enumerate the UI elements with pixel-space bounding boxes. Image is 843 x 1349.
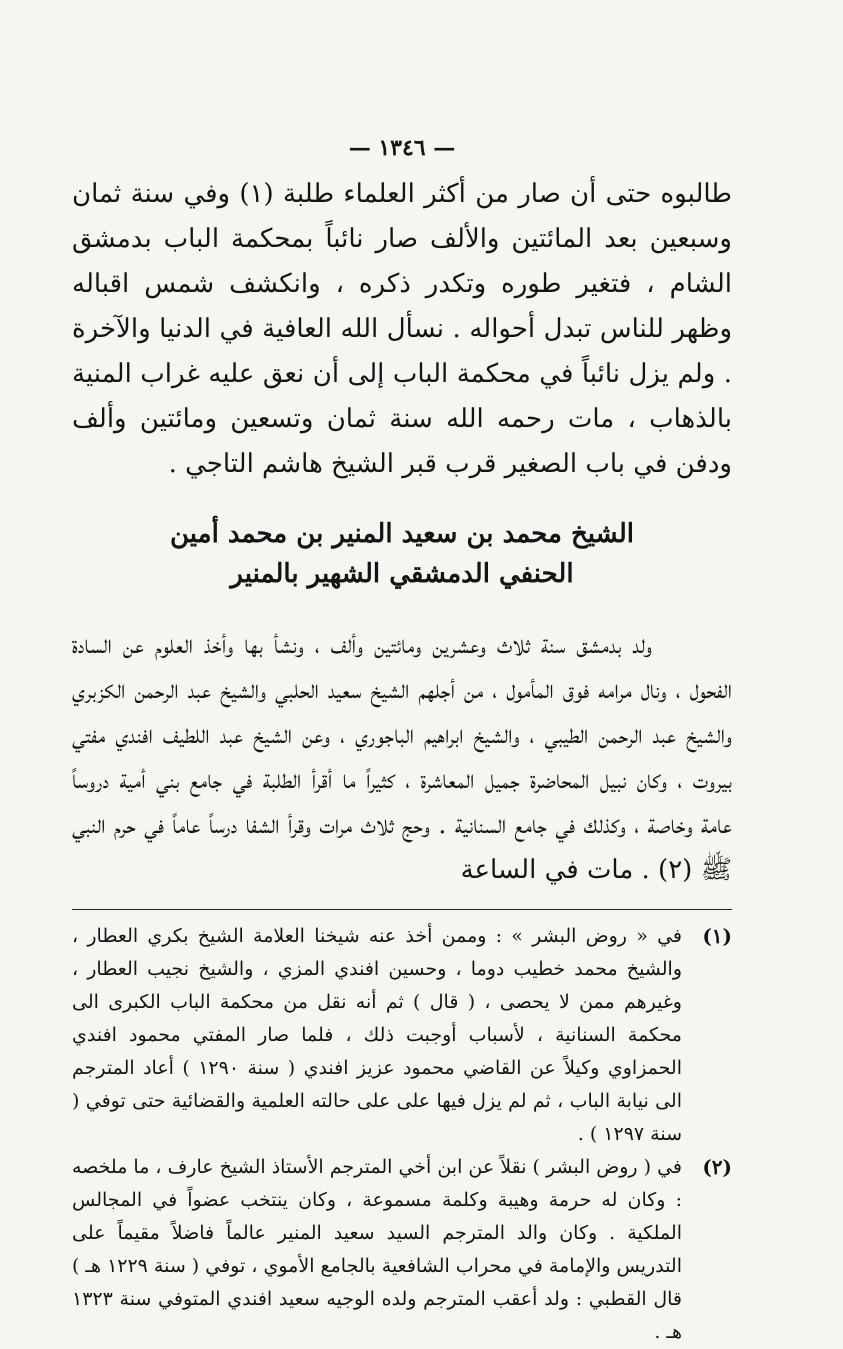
footnote-1 [72,920,732,1151]
footnote-2 [72,1151,732,1349]
heading-line-name: الشيخ محمد بن سعيد المنير بن محمد أمين [170,519,634,549]
page-number: — ١٣٤٦ — [348,135,456,161]
biography-heading [72,514,732,594]
footnote-marker: (١) [702,924,732,948]
footnote-divider [72,909,732,910]
paragraph-biography: ولد بدمشق سنة ثلاث وعشرين ومائتين وألف ، ونشأ بها وأخذ العلوم عن السادة الفحول ، ونال مرامه فوق المأمول ، من أجلهم الشيخ سعيد الحلبي والشيخ عبد الرحمن الكزبري والشيخ عبد الرحمن الطيبي ، والشيخ ابراهيم الباجوري ، وعن الشيخ عبد اللطيف افندي مفتي بيروت ، وكان نبيل المحاضرة جميل المعاشرة ، كثيراً ما أقرأ الطلبة في جامع بني أمية دروساً عامة وخاصة ، وكذلك في جامع السنانية . وحج ثلاث مرات وقرأ الشفا درساً عاماً في حرم النبي ﷺ (٢) . مات في الساعة [72,630,732,885]
paragraph-continued: طالبوه حتى أن صار من أكثر العلماء طلبة (١) وفي سنة ثمان وسبعين بعد المائتين والألف صار نائباً بمحكمة الباب بدمشق الشام ، فتغير طوره وتكدر ذكره ، وانكشف شمس اقباله وظهر للناس تبدل أحواله . نسأل الله العافية في الدنيا والآخرة . ولم يزل نائباً في محكمة الباب إلى أن نعق عليه غراب المنية بالذهاب ، مات رحمه الله سنة ثمان وتسعين ومائتين وألف ودفن في باب الصغير قرب قبر الشيخ هاشم التاجي . [72,179,732,479]
page [72,128,732,1349]
footnote-marker: (٢) [702,1155,732,1179]
footnote-text: في « روض البشر » : وممن أخذ عنه شيخنا العلامة الشيخ بكري العطار ، والشيخ محمد خطيب دوما ، وحسين افندي المزي ، والشيخ نجيب العطار ، وغيرهم ممن لا يحصى ، ( قال ) ثم أنه نقل من محكمة الباب الكبرى الى محكمة السنانية ، لأسباب أوجبت ذلك ، فلما صار المفتي محمود افندي الحمزاوي وكيلاً عن القاضي محمود عزيز افندي ( سنة ١٢٩٠ ) أعاد المترجم الى نيابة الباب ، ثم لم يزل فيها على على حالته العلمية والقضائية حتى توفي ( سنة ١٢٩٧ ) . [72,925,683,1145]
footnote-text: في ( روض البشر ) نقلاً عن ابن أخي المترجم الأستاذ الشيخ عارف ، ما ملخصه : وكان له حرمة وهيبة وكلمة مسموعة ، وكان ينتخب عضواً في المجالس الملكية . وكان والد المترجم السيد سعيد المنير عالماً فاضلاً مقيماً على التدريس والإمامة في محراب الشافعية بالجامع الأموي ، توفي ( سنة ١٢٢٩ هـ ) قال القطبي : ولد أعقب المترجم ولده الوجيه سعيد افندي المتوفي سنة ١٣٢٣ هـ . [71,1156,682,1343]
heading-line-nisba: الحنفي الدمشقي الشهير بالمنير [230,559,574,589]
